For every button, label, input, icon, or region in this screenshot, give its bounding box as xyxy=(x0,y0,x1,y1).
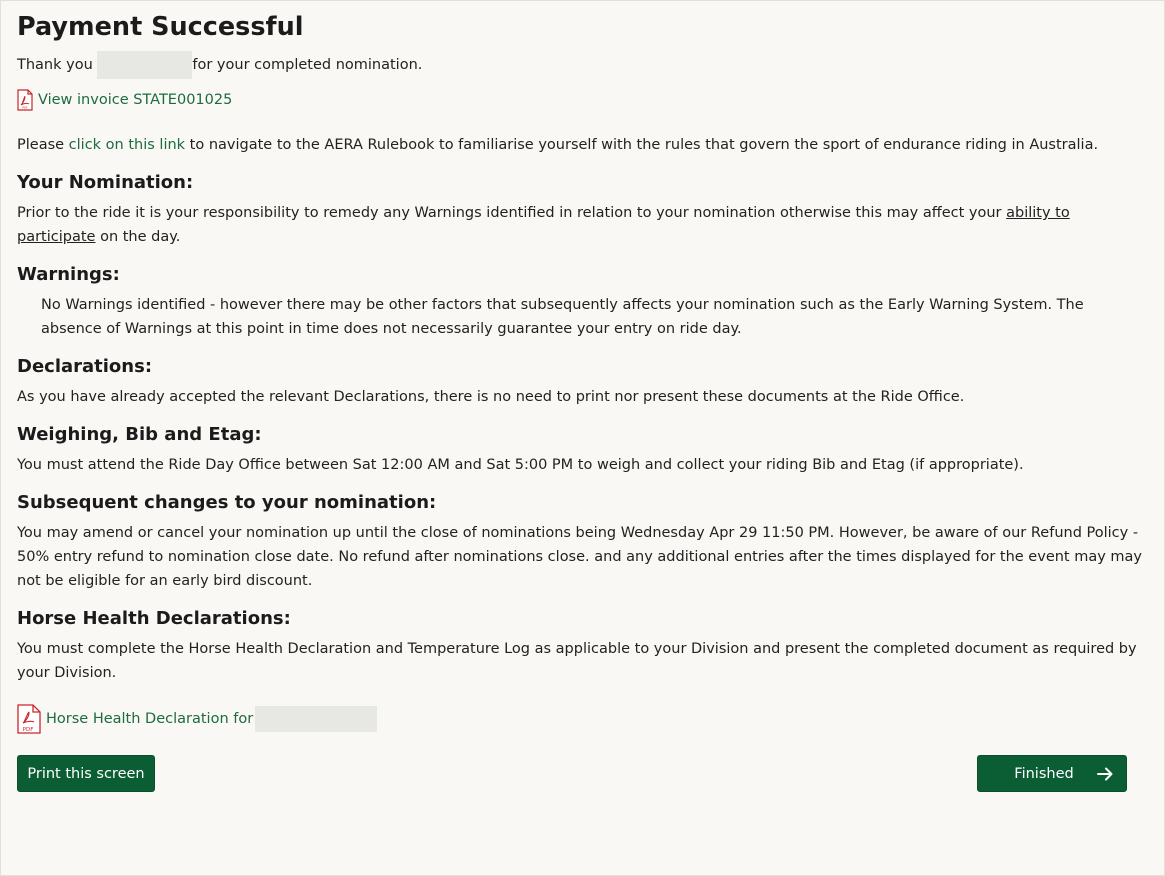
redacted-name xyxy=(97,51,192,79)
warnings-heading: Warnings: xyxy=(17,264,120,285)
page-title: Payment Successful xyxy=(17,12,304,42)
redacted-horse-name xyxy=(255,706,377,732)
nomination-text-before: Prior to the ride it is your responsibility to remedy any Warnings identified in relation to your nomination otherwise this may affect your xyxy=(17,205,1002,221)
declarations-heading: Declarations: xyxy=(17,356,153,377)
pdf-badge: PDF xyxy=(22,727,34,733)
arrow-right-icon xyxy=(1096,765,1114,783)
nomination-heading: Your Nomination: xyxy=(17,172,194,193)
changes-text: You may amend or cancel your nomination up until the close of nominations being Wednesday Apr 29 11:50 PM. However, be aware of our Refund Policy - 50% entry refund to nomination close date. No refund after nominations close. and any additional entries after the times displayed for the event may may not be eligible for an early bird discount. xyxy=(17,525,1143,589)
horse-health-text: You must complete the Horse Health Declaration and Temperature Log as applicable to your Division and present the completed document as required by your Division. xyxy=(17,641,1137,681)
thanks-text-before: Thank you xyxy=(17,57,93,73)
invoice-row xyxy=(17,87,1150,113)
print-button-label: Print this screen xyxy=(27,765,145,782)
rulebook-text-before: Please xyxy=(17,137,65,153)
nomination-text-after: on the day. xyxy=(100,229,181,245)
action-buttons xyxy=(17,755,1150,795)
pdf-badge: PDF xyxy=(22,105,28,110)
view-invoice-link[interactable]: View invoice STATE001025 xyxy=(38,92,233,108)
finished-button[interactable] xyxy=(977,755,1127,792)
payment-success-page xyxy=(1,1,1165,795)
horse-health-heading: Horse Health Declarations: xyxy=(17,608,291,629)
nomination-text xyxy=(17,201,1150,249)
rulebook-link[interactable]: click on this link xyxy=(68,137,186,153)
weighing-text: You must attend the Ride Day Office between Sat 12:00 AM and Sat 5:00 PM to weigh and collect your riding Bib and Etag (if appropriate). xyxy=(17,457,1024,473)
pdf-file-icon xyxy=(17,89,33,111)
weighing-heading: Weighing, Bib and Etag: xyxy=(17,424,262,445)
changes-heading: Subsequent changes to your nomination: xyxy=(17,492,437,513)
declarations-text: As you have already accepted the relevant Declarations, there is no need to print nor present these documents at the Ride Office. xyxy=(17,389,965,405)
thanks-message xyxy=(17,51,1150,79)
rulebook-message xyxy=(17,133,1150,157)
horse-health-declaration-link[interactable]: Horse Health Declaration for xyxy=(46,711,254,727)
ability-to-participate-link[interactable]: ability to participate xyxy=(17,205,1070,245)
rulebook-text-after: to navigate to the AERA Rulebook to familiarise yourself with the rules that govern the sport of endurance riding in Australia. xyxy=(189,137,1099,153)
print-screen-button[interactable] xyxy=(17,755,155,792)
thanks-text-after: for your completed nomination. xyxy=(192,57,423,73)
pdf-file-icon xyxy=(17,704,41,734)
warnings-text: No Warnings identified - however there may be other factors that subsequently affects your nomination such as the Early Warning System. The absence of Warnings at this point in time does not necessarily guarantee your entry on ride day. xyxy=(41,297,1084,337)
finished-button-label: Finished xyxy=(1014,765,1074,782)
horse-health-row xyxy=(17,699,1150,739)
